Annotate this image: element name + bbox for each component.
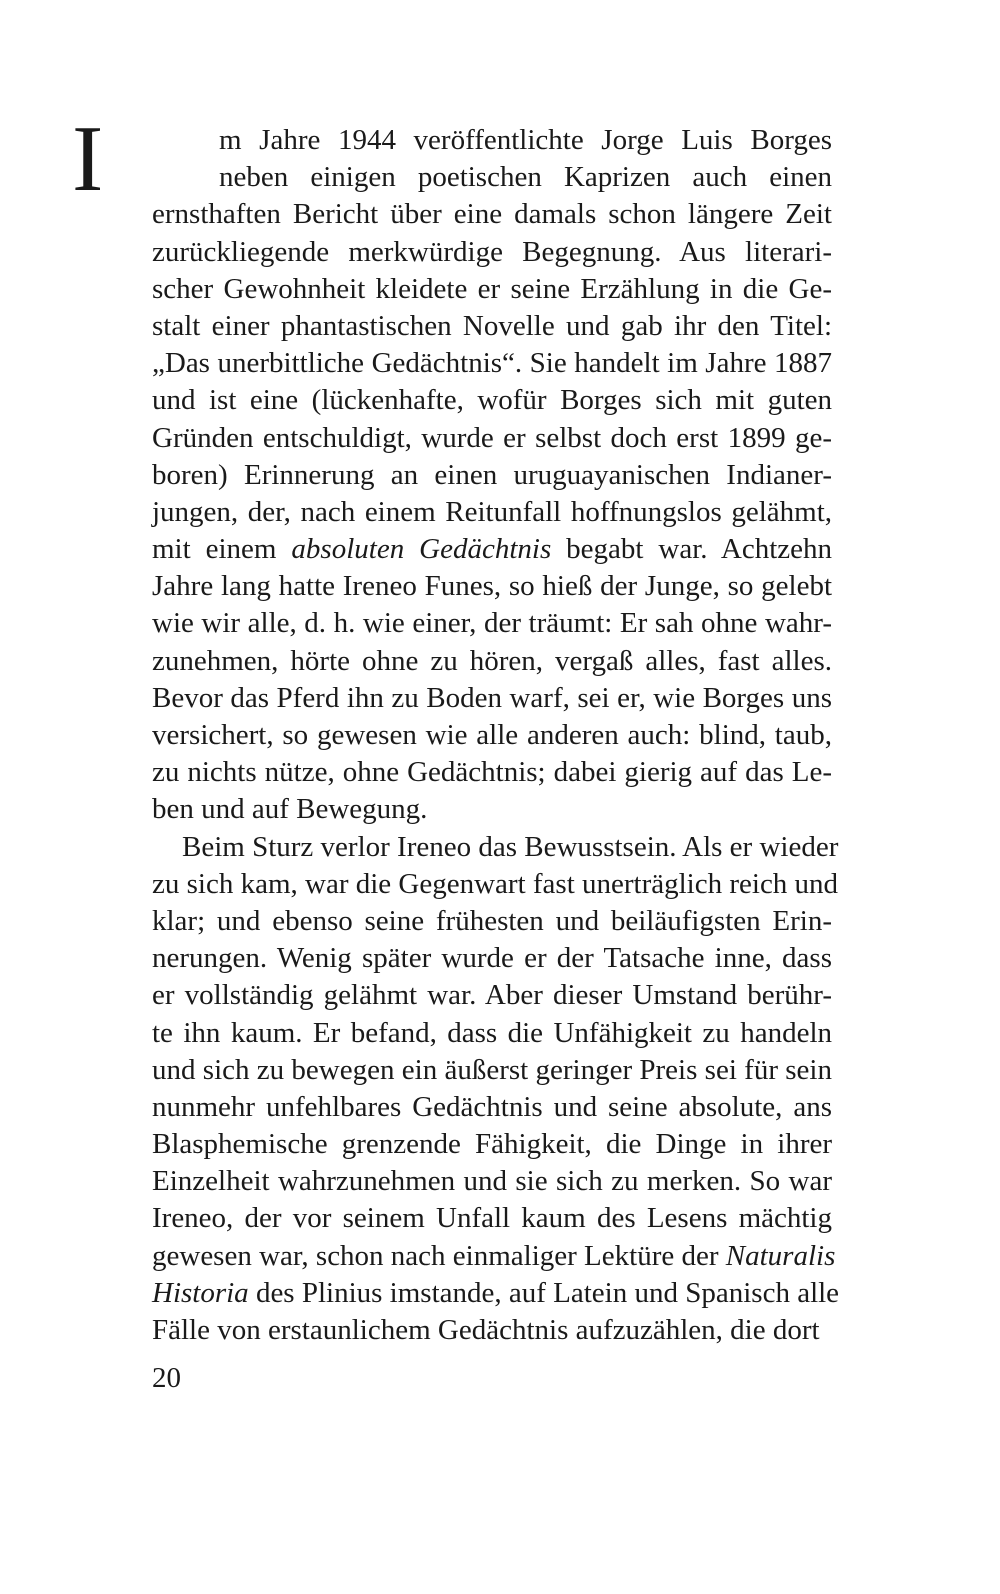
text-line: m Jahre 1944 veröffentlichte Jorge Luis Borges <box>219 124 832 156</box>
text-line: ernsthaften Bericht über eine damals schon längere Zeit <box>152 198 832 231</box>
text-line: Beim Sturz verlor Ireneo das Bewusstsein. Als er wieder <box>182 830 839 863</box>
text-line: Bevor das Pferd ihn zu Boden warf, sei er, wie Borges uns <box>152 681 832 714</box>
italic-text: absoluten Gedächtnis <box>291 533 552 566</box>
text-line: nunmehr unfehlbares Gedächtnis und seine absolute, ans <box>152 1090 832 1123</box>
text-line <box>152 1275 840 1312</box>
text-line: wie wir alle, d. h. wie einer, der träumt: Er sah ohne wahr- <box>152 607 832 640</box>
text-line: klar; und ebenso seine frühesten und beiläufigsten Erin- <box>152 904 832 937</box>
text-line: Gründen entschuldigt, wurde er selbst doch erst 1899 ge- <box>152 421 832 454</box>
text-line: er vollständig gelähmt war. Aber dieser Umstand berühr- <box>152 979 832 1012</box>
text-line: jungen, der, nach einem Reitunfall hoffnungslos gelähmt, <box>152 495 832 528</box>
text-line: stalt einer phantastischen Novelle und gab ihr den Titel: <box>152 309 832 342</box>
text-line: zurückliegende merkwürdige Begegnung. Aus literari- <box>152 235 832 268</box>
text-line: Jahre lang hatte Ireneo Funes, so hieß der Junge, so gelebt <box>152 570 832 603</box>
page-number: 20 <box>152 1362 181 1394</box>
text-line: te ihn kaum. Er befand, dass die Unfähigkeit zu handeln <box>152 1016 832 1049</box>
text-line: zu nichts nütze, ohne Gedächtnis; dabei gierig auf das Le- <box>152 756 832 789</box>
text-run: des Plinius imstande, auf Latein und Spanisch alle <box>248 1276 840 1309</box>
text-line: Fälle von erstaunlichem Gedächtnis aufzuzählen, die dort <box>152 1314 820 1346</box>
text-line: nerungen. Wenig später wurde er der Tatsache inne, dass <box>152 942 832 975</box>
text-line: neben einigen poetischen Kaprizen auch einen <box>219 161 832 194</box>
italic-text: Naturalis <box>725 1239 836 1272</box>
text-line: zunehmen, hörte ohne zu hören, vergaß alles, fast alles. <box>152 644 832 677</box>
text-run: mit einem <box>152 533 292 566</box>
text-line: Ireneo, der vor seinem Unfall kaum des Lesens mächtig <box>152 1202 832 1235</box>
body-text <box>152 122 840 1349</box>
text-line <box>152 531 832 568</box>
text-run: gewesen war, schon nach einmaliger Lektüre der <box>152 1239 726 1272</box>
text-line: und sich zu bewegen ein äußerst geringer Preis sei für sein <box>152 1053 832 1086</box>
text-line: Blasphemische grenzende Fähigkeit, die Dinge in ihrer <box>152 1128 832 1161</box>
text-line: und ist eine (lückenhafte, wofür Borges sich mit guten <box>152 384 832 417</box>
text-run: begabt war. Achtzehn <box>551 533 833 566</box>
text-line: versichert, so gewesen wie alle anderen auch: blind, taub, <box>152 719 832 751</box>
text-line: Einzelheit wahrzunehmen und sie sich zu merken. So war <box>152 1165 832 1198</box>
text-line: ben und auf Bewegung. <box>152 793 428 826</box>
text-line: zu sich kam, war die Gegenwart fast unerträglich reich und <box>152 867 839 900</box>
text-line: „Das unerbittliche Gedächtnis“. Sie handelt im Jahre 1887 <box>152 347 832 380</box>
text-line: scher Gewohnheit kleidete er seine Erzählung in die Ge- <box>152 272 832 305</box>
text-line: boren) Erinnerung an einen uruguayanischen Indianer- <box>152 458 832 491</box>
italic-text: Historia <box>152 1276 249 1309</box>
drop-cap: I <box>72 107 104 211</box>
text-line <box>152 1238 836 1275</box>
